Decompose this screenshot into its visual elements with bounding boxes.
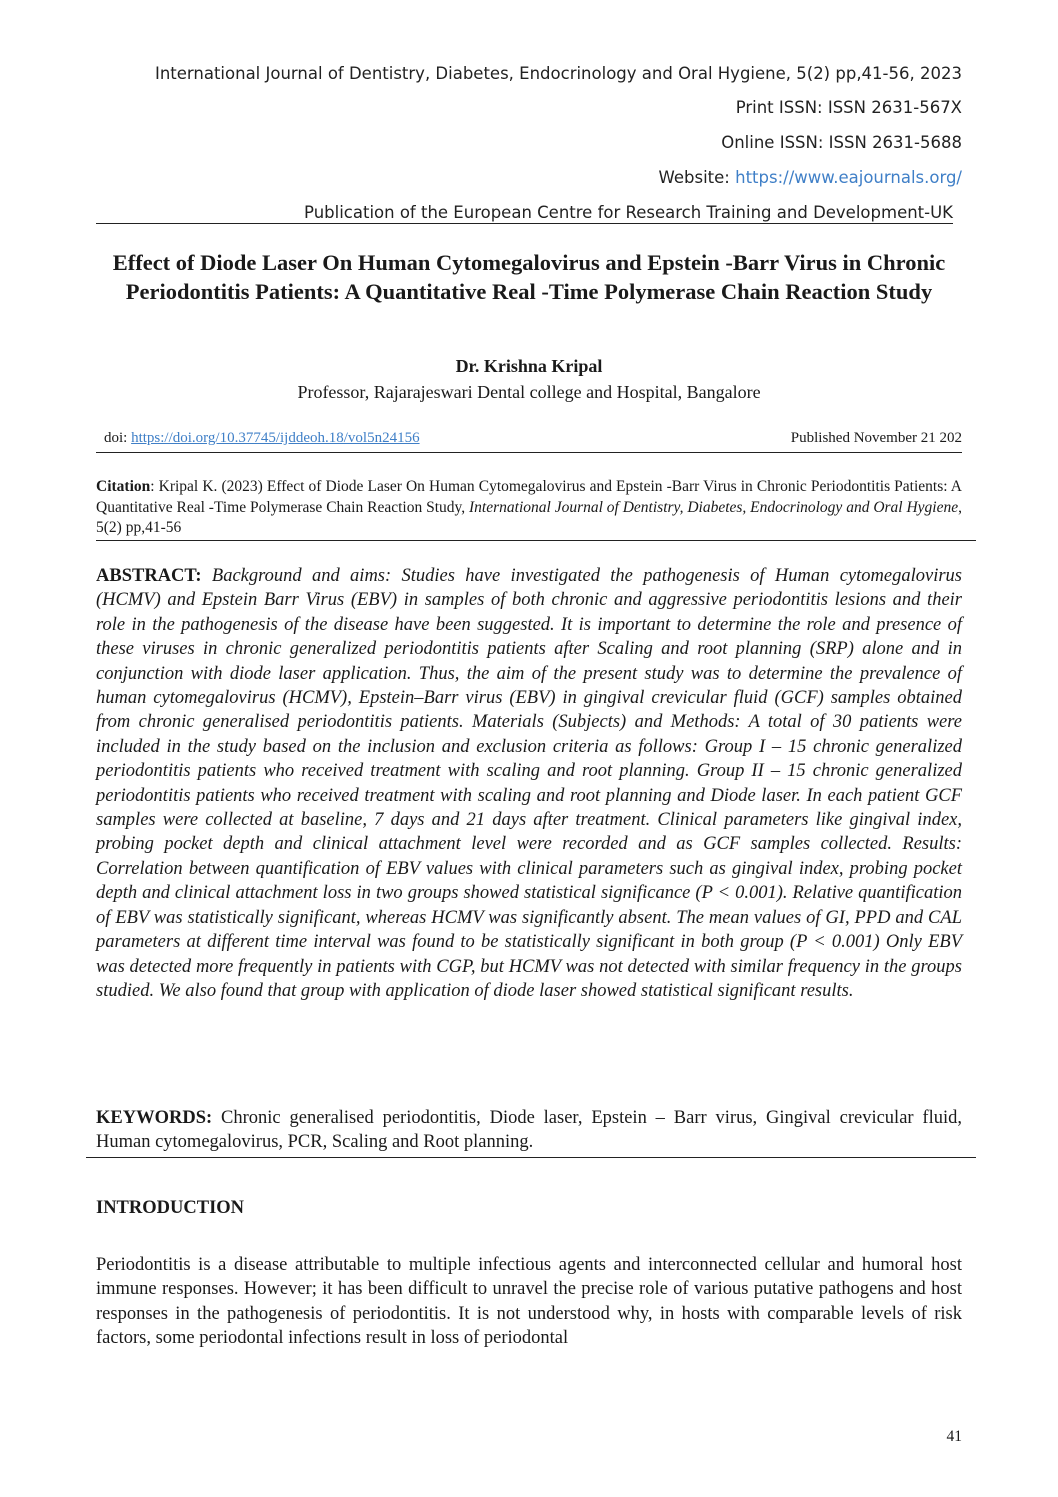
author-name: Dr. Krishna Kripal xyxy=(455,356,603,376)
page-number: 41 xyxy=(946,1428,962,1445)
citation-label: Citation xyxy=(96,478,151,495)
print-issn: Print ISSN: ISSN 2631-567X xyxy=(735,98,962,117)
article-title: Effect of Diode Laser On Human Cytomegalovirus and Epstein -Barr Virus in Chronic Periodontitis Patients: A Quantitative Real -Time Polymerase Chain Reaction Study xyxy=(112,250,946,304)
doi xyxy=(104,430,420,447)
citation-divider xyxy=(96,540,976,541)
abstract xyxy=(96,564,962,1003)
citation xyxy=(96,477,962,539)
website-link[interactable]: https://www.eajournals.org/ xyxy=(735,168,962,187)
published-date: Published November 21 202 xyxy=(790,430,962,446)
website-line xyxy=(659,168,962,187)
doi-label: doi: xyxy=(104,430,132,446)
keywords-label: KEYWORDS: xyxy=(96,1108,213,1128)
publisher-line: Publication of the European Centre for Research Training and Development-UK xyxy=(96,203,953,224)
abstract-label: ABSTRACT: xyxy=(96,566,202,586)
section-heading: INTRODUCTION xyxy=(96,1198,245,1218)
author-affiliation: Professor, Rajarajeswari Dental college and Hospital, Bangalore xyxy=(297,382,761,402)
citation-journal: International Journal of Dentistry, Diabetes, Endocrinology and Oral Hygiene xyxy=(469,498,959,516)
keywords xyxy=(96,1106,962,1155)
keywords-text: Chronic generalised periodontitis, Diode laser, Epstein – Barr virus, Gingival crevicular fluid, Human cytomegalovirus, PCR, Scaling and Root planning. xyxy=(96,1108,962,1153)
journal-header: International Journal of Dentistry, Diabetes, Endocrinology and Oral Hygiene, 5(2) pp,41-56, 2023 xyxy=(154,64,962,83)
website-label: Website: xyxy=(658,168,736,187)
section-paragraph: Periodontitis is a disease attributable to multiple infectious agents and interconnected cellular and humoral host immune responses. However; it has been difficult to unravel the precise role of various putative pathogens and host responses in the pathogenesis of periodontitis. It is not understood why, in hosts with comparable levels of risk factors, some periodontal infections result in loss of periodontal xyxy=(96,1255,962,1349)
doi-row xyxy=(96,430,962,453)
citation-suffix: , 5(2) pp,41-56 xyxy=(96,498,963,536)
doi-link[interactable]: https://doi.org/10.37745/ijddeoh.18/vol5n24156 xyxy=(131,430,420,446)
citation-text: : Kripal K. (2023) Effect of Diode Laser On Human Cytomegalovirus and Epstein -Barr Virus in Chronic Periodontitis Patients: A Quantitative Real -Time Polymerase Chain Reaction Study, xyxy=(96,478,962,516)
abstract-text: Background and aims: Studies have investigated the pathogenesis of Human cytomegalovirus (HCMV) and Epstein Barr Virus (EBV) in samples of both chronic and aggressive periodontitis lesions and their role in the pathogenesis of the disease have been suggested. It is important to determine the role and presence of these viruses in chronic generalized periodontitis patients after Scaling and root planning (SRP) alone and in conjunction with diode laser application. Thus, the aim of the present study was to determine the prevalence of human cytomegalovirus (HCMV), Epstein–Barr virus (EBV) in gingival crevicular fluid (GCF) samples obtained from chronic generalised periodontitis patients. Materials (Subjects) and Methods: A total of 30 patients were included in the study based on the inclusion and exclusion criteria as follows: Group I – 15 chronic generalized periodontitis patients who received treatment with scaling and root planning. Group II – 15 chronic generalized periodontitis patients who received treatment with scaling and root planning and Diode laser. In each patient GCF samples were collected at baseline, 7 days and 21 days after treatment. Clinical parameters like gingival index, probing pocket depth and clinical attachment level were recorded and as GCF samples collected. Results: Correlation between quantification of EBV values with clinical parameters such as gingival index, probing pocket depth and clinical attachment loss in two groups showed statistical significance (P < 0.001). Relative quantification of EBV was statistically significant, whereas HCMV was significantly absent. The mean values of GI, PPD and CAL parameters at different time interval was found to be statistically significant in both group (P < 0.001) Only EBV was detected more frequently in patients with CGP, but HCMV was not detected with similar frequency in the groups studied. We also found that group with application of diode laser showed statistical significant results. xyxy=(96,566,962,1001)
online-issn: Online ISSN: ISSN 2631-5688 xyxy=(721,133,962,152)
keywords-divider xyxy=(86,1157,976,1158)
